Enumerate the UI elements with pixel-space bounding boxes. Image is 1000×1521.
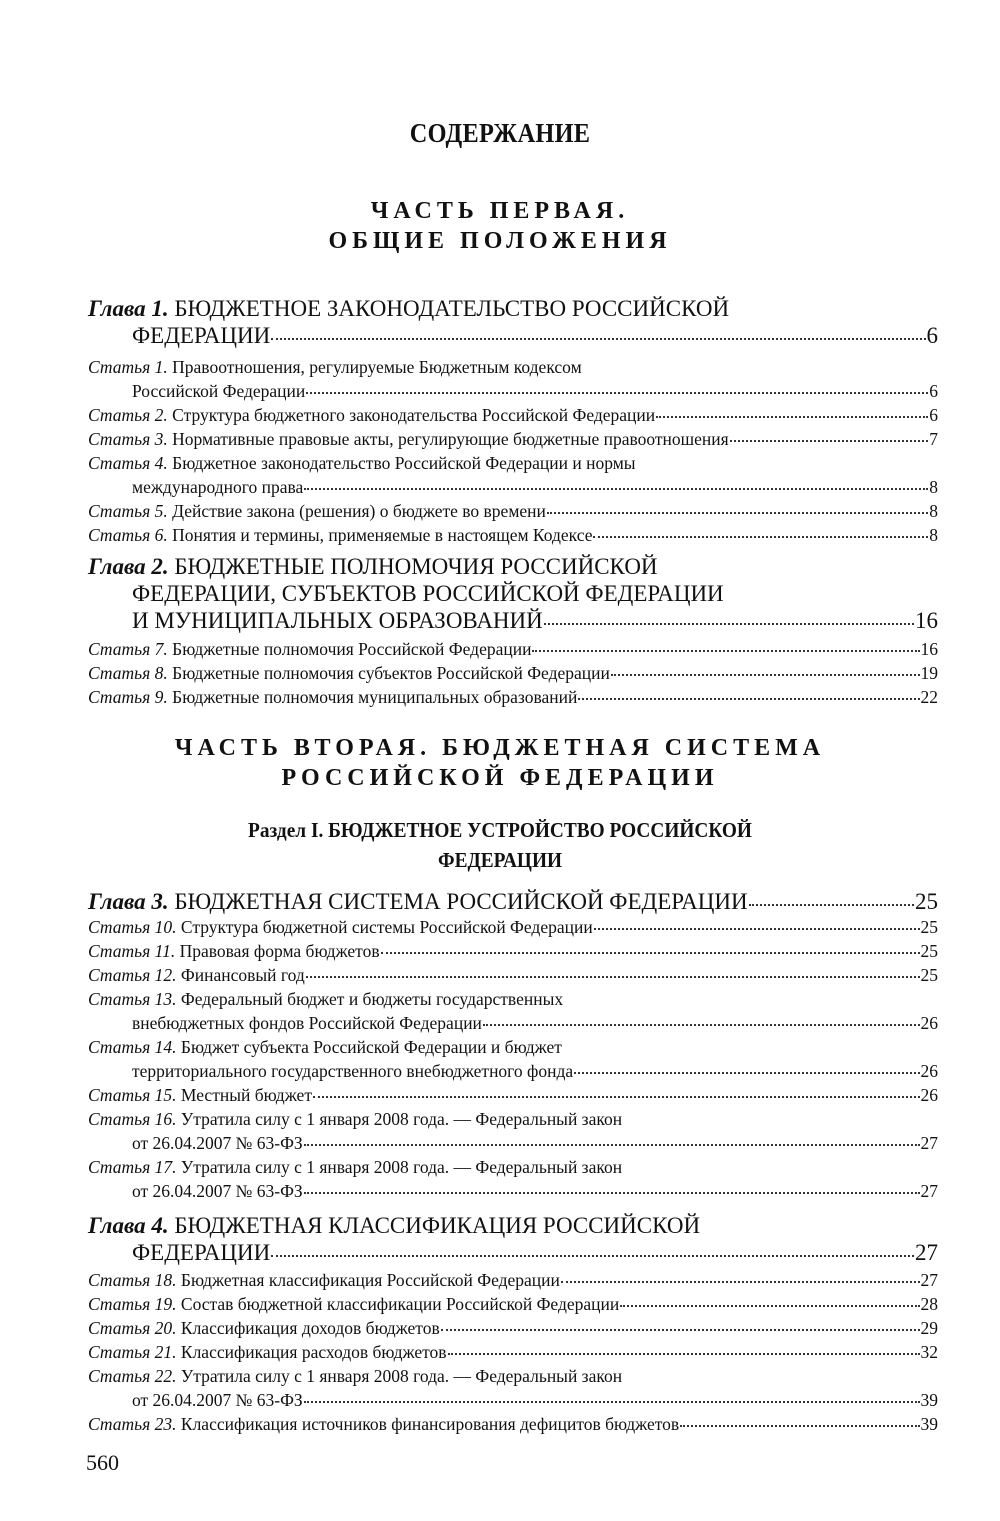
page-number: 29 <box>920 1318 938 1338</box>
dot-leader <box>483 1024 920 1026</box>
section-line1: Раздел I. БЮДЖЕТНОЕ УСТРОЙСТВО РОССИЙСКОЙ <box>248 818 752 842</box>
dot-leader <box>304 1144 920 1146</box>
toc-article-15[interactable] <box>88 1083 938 1107</box>
chapter-label: Глава 4. <box>88 1213 169 1238</box>
chapter-label: Глава 1. <box>88 296 169 321</box>
page-number: 6 <box>926 323 938 348</box>
page-number: 8 <box>929 525 938 545</box>
page-number: 25 <box>920 965 938 985</box>
dot-leader <box>271 1255 914 1257</box>
toc-article-17[interactable] <box>88 1155 938 1203</box>
article-label: Статья 7. <box>88 639 168 659</box>
toc-article-11[interactable] <box>88 939 938 963</box>
chapter-title-cont: ФЕДЕРАЦИИ <box>132 323 271 348</box>
page-number: 26 <box>920 1013 938 1033</box>
page-number: 27 <box>920 1270 938 1290</box>
part-one-line1: ЧАСТЬ ПЕРВАЯ. <box>370 198 630 224</box>
page-number: 6 <box>929 405 938 425</box>
toc-chapter-1[interactable] <box>88 295 938 349</box>
chapter-4-block <box>88 1212 938 1436</box>
toc-article-13[interactable] <box>88 987 938 1035</box>
page-number: 8 <box>929 477 938 497</box>
page-number: 27 <box>915 1240 938 1265</box>
toc-article-23[interactable] <box>88 1412 938 1436</box>
page-number: 22 <box>920 687 938 707</box>
page-number: 39 <box>920 1414 938 1434</box>
part-one-line2: ОБЩИЕ ПОЛОЖЕНИЯ <box>328 228 672 254</box>
article-title: Структура бюджетного законодательства Российской Федерации <box>172 405 656 425</box>
page-number: 27 <box>920 1181 938 1201</box>
dot-leader <box>441 1329 920 1331</box>
dot-leader <box>680 1425 919 1427</box>
dot-leader <box>271 338 925 340</box>
toc-article-3[interactable] <box>88 427 938 451</box>
page-number: 25 <box>920 941 938 961</box>
dot-leader <box>730 440 929 442</box>
article-title: Федеральный бюджет и бюджеты государственных <box>180 989 564 1009</box>
article-title: Бюджет субъекта Российской Федерации и бюджет <box>180 1037 562 1057</box>
dot-leader <box>304 488 928 490</box>
dot-leader <box>749 904 914 906</box>
article-label: Статья 13. <box>88 989 177 1009</box>
toc-chapter-2[interactable] <box>88 553 938 634</box>
chapter-title-cont: И МУНИЦИПАЛЬНЫХ ОБРАЗОВАНИЙ <box>132 608 543 633</box>
article-label: Статья 10. <box>88 917 177 937</box>
toc-article-7[interactable] <box>88 637 938 661</box>
toc-chapter-4[interactable] <box>88 1212 938 1266</box>
toc-article-22[interactable] <box>88 1364 938 1412</box>
dot-leader <box>313 1096 920 1098</box>
article-label: Статья 22. <box>88 1366 177 1386</box>
article-title: Структура бюджетной системы Российской Федерации <box>180 917 593 937</box>
article-label: Статья 9. <box>88 687 168 707</box>
article-title: Нормативные правовые акты, регулирующие бюджетные правоотношения <box>172 429 729 449</box>
dot-leader <box>381 952 920 954</box>
dot-leader <box>306 976 920 978</box>
article-title: Бюджетные полномочия Российской Федерации <box>172 639 532 659</box>
article-label: Статья 14. <box>88 1037 177 1057</box>
article-label: Статья 5. <box>88 501 168 521</box>
article-title: Местный бюджет <box>180 1085 312 1105</box>
page-number: 28 <box>920 1294 938 1314</box>
article-title: Утратила силу с 1 января 2008 года. — Федеральный закон <box>180 1109 623 1129</box>
article-title-cont: от 26.04.2007 № 63-ФЗ <box>132 1390 303 1410</box>
dot-leader <box>611 674 920 676</box>
chapter-3-block <box>88 888 938 1203</box>
toc-article-19[interactable] <box>88 1292 938 1316</box>
toc-article-6[interactable] <box>88 523 938 547</box>
article-title-cont: Российской Федерации <box>132 381 306 401</box>
article-label: Статья 4. <box>88 453 168 473</box>
article-title-cont: от 26.04.2007 № 63-ФЗ <box>132 1181 303 1201</box>
dot-leader <box>561 1281 920 1283</box>
article-title-cont: внебюджетных фондов Российской Федерации <box>132 1013 482 1033</box>
article-label: Статья 1. <box>88 357 168 377</box>
toc-article-8[interactable] <box>88 661 938 685</box>
article-title: Бюджетное законодательство Российской Федерации и нормы <box>172 453 636 473</box>
article-title: Утратила силу с 1 января 2008 года. — Федеральный закон <box>180 1157 623 1177</box>
page-number: 25 <box>920 917 938 937</box>
toc-article-4[interactable] <box>88 451 938 499</box>
toc-article-12[interactable] <box>88 963 938 987</box>
dot-leader <box>578 698 919 700</box>
article-title: Действие закона (решения) о бюджете во времени <box>172 501 546 521</box>
article-title: Классификация источников финансирования дефицитов бюджетов <box>180 1414 680 1434</box>
chapter-1-block <box>88 295 938 547</box>
article-label: Статья 11. <box>88 941 176 961</box>
chapter-2-block <box>88 553 938 709</box>
dot-leader <box>593 536 928 538</box>
article-title: Бюджетные полномочия субъектов Российской Федерации <box>172 663 610 683</box>
part-two-line2: РОССИЙСКОЙ ФЕДЕРАЦИИ <box>281 765 719 791</box>
section-1-heading <box>40 815 960 875</box>
dot-leader <box>656 416 928 418</box>
page-number: 39 <box>920 1390 938 1410</box>
article-label: Статья 19. <box>88 1294 177 1314</box>
toc-article-10[interactable] <box>88 915 938 939</box>
contents-title: СОДЕРЖАНИЕ <box>409 118 591 148</box>
page-number: 26 <box>920 1085 938 1105</box>
toc-article-14[interactable] <box>88 1035 938 1083</box>
section-line2: ФЕДЕРАЦИИ <box>437 848 563 872</box>
article-label: Статья 23. <box>88 1414 177 1434</box>
dot-leader <box>620 1305 919 1307</box>
page-number: 27 <box>920 1133 938 1153</box>
dot-leader <box>547 512 928 514</box>
chapter-title: БЮДЖЕТНОЕ ЗАКОНОДАТЕЛЬСТВО РОССИЙСКОЙ <box>174 296 730 321</box>
article-title: Понятия и термины, применяемые в настоящем Кодексе <box>172 525 593 545</box>
toc-article-20[interactable] <box>88 1316 938 1340</box>
dot-leader <box>306 392 928 394</box>
toc-article-18[interactable] <box>88 1268 938 1292</box>
article-title-cont: международного права <box>132 477 304 497</box>
part-one-heading <box>0 196 1000 256</box>
dot-leader <box>532 650 919 652</box>
toc-article-9[interactable] <box>88 685 938 709</box>
chapter-label: Глава 2. <box>88 554 169 579</box>
article-label: Статья 3. <box>88 429 168 449</box>
page-number: 19 <box>920 663 938 683</box>
dot-leader <box>544 623 914 625</box>
article-title: Бюджетные полномочия муниципальных образований <box>172 687 578 707</box>
toc-chapter-3[interactable] <box>88 888 938 915</box>
article-label: Статья 21. <box>88 1342 177 1362</box>
toc-article-21[interactable] <box>88 1340 938 1364</box>
article-label: Статья 17. <box>88 1157 177 1177</box>
page-number: 16 <box>920 639 938 659</box>
toc-article-16[interactable] <box>88 1107 938 1155</box>
article-title: Классификация расходов бюджетов <box>180 1342 447 1362</box>
article-title: Утратила силу с 1 января 2008 года. — Федеральный закон <box>180 1366 623 1386</box>
page-number: 7 <box>929 429 938 449</box>
article-title: Правоотношения, регулируемые Бюджетным кодексом <box>172 357 582 377</box>
article-label: Статья 12. <box>88 965 177 985</box>
toc-article-5[interactable] <box>88 499 938 523</box>
chapter-title-cont: ФЕДЕРАЦИИ <box>132 1240 271 1265</box>
page-number: 32 <box>920 1342 938 1362</box>
article-title: Классификация доходов бюджетов <box>180 1318 440 1338</box>
page-number: 16 <box>915 608 938 633</box>
article-label: Статья 6. <box>88 525 168 545</box>
article-title: Состав бюджетной классификации Российской Федерации <box>180 1294 620 1314</box>
page-folio-number: 560 <box>86 1450 119 1475</box>
page-number: 6 <box>929 381 938 401</box>
dot-leader <box>574 1072 919 1074</box>
dot-leader <box>448 1353 920 1355</box>
part-two-line1: ЧАСТЬ ВТОРАЯ. БЮДЖЕТНАЯ СИСТЕМА <box>174 735 826 761</box>
page-number: 25 <box>915 889 938 914</box>
chapter-title-cont: ФЕДЕРАЦИИ, СУБЪЕКТОВ РОССИЙСКОЙ ФЕДЕРАЦИИ <box>132 581 724 606</box>
toc-article-2[interactable] <box>88 403 938 427</box>
chapter-title: БЮДЖЕТНАЯ СИСТЕМА РОССИЙСКОЙ ФЕДЕРАЦИИ <box>174 889 748 914</box>
dot-leader <box>304 1192 920 1194</box>
article-label: Статья 16. <box>88 1109 177 1129</box>
part-two-heading <box>0 733 1000 793</box>
toc-article-1[interactable] <box>88 355 938 403</box>
article-label: Статья 18. <box>88 1270 177 1290</box>
chapter-title: БЮДЖЕТНАЯ КЛАССИФИКАЦИЯ РОССИЙСКОЙ <box>174 1213 701 1238</box>
chapter-label: Глава 3. <box>88 889 169 914</box>
chapter-title: БЮДЖЕТНЫЕ ПОЛНОМОЧИЯ РОССИЙСКОЙ <box>174 554 658 579</box>
article-title: Правовая форма бюджетов <box>179 941 380 961</box>
article-label: Статья 20. <box>88 1318 177 1338</box>
dot-leader <box>304 1401 920 1403</box>
article-label: Статья 2. <box>88 405 168 425</box>
dot-leader <box>594 928 920 930</box>
article-title: Финансовый год <box>180 965 305 985</box>
page-number: 26 <box>920 1061 938 1081</box>
article-label: Статья 8. <box>88 663 168 683</box>
article-title: Бюджетная классификация Российской Федерации <box>180 1270 560 1290</box>
article-title-cont: территориального государственного внебюджетного фонда <box>132 1061 574 1081</box>
article-title-cont: от 26.04.2007 № 63-ФЗ <box>132 1133 303 1153</box>
article-label: Статья 15. <box>88 1085 177 1105</box>
page-number: 8 <box>929 501 938 521</box>
